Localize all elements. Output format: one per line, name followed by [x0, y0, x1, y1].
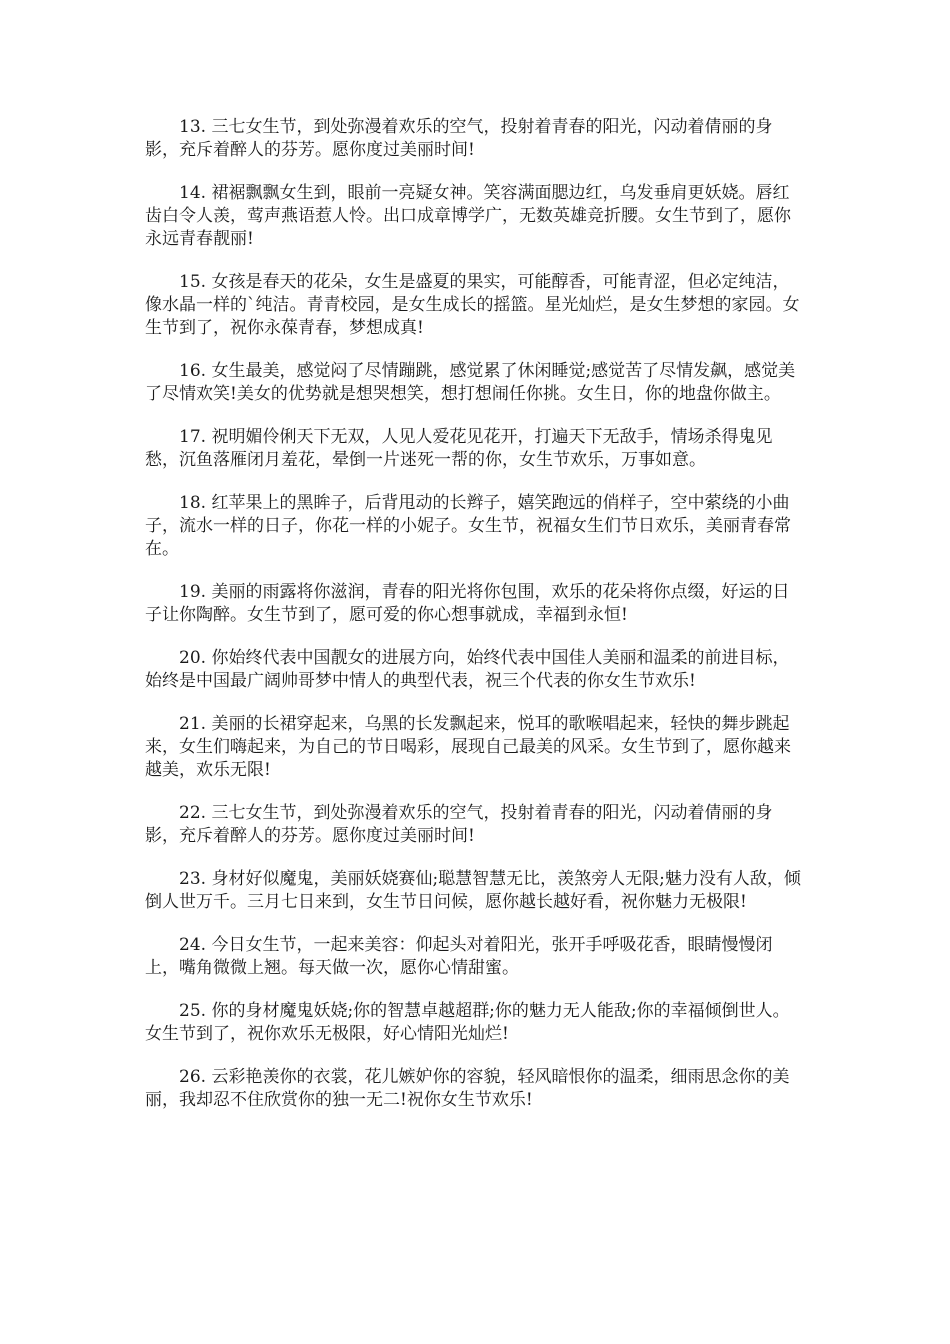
paragraph-22: 22. 三七女生节，到处弥漫着欢乐的空气，投射着青春的阳光，闪动着倩丽的身影，充斥着醉人的芬芳。愿你度过美丽时间! — [145, 803, 773, 846]
paragraph-19: 19. 美丽的雨露将你滋润，青春的阳光将你包围，欢乐的花朵将你点缀，好运的日子让你陶醉。女生节到了，愿可爱的你心想事就成，幸福到永恒! — [145, 582, 790, 625]
paragraph-15: 15. 女孩是春天的花朵，女生是盛夏的果实，可能醇香，可能青涩，但必定纯洁，像水晶一样的`纯洁。青青校园，是女生成长的摇篮。星光灿烂，是女生梦想的家园。女生节到了，祝你永葆青春，梦想成真! — [145, 272, 800, 338]
paragraph-26: 26. 云彩艳羡你的衣裳，花儿嫉妒你的容貌，轻风暗恨你的温柔，细雨思念你的美丽，我却忍不住欣赏你的独一无二!祝你女生节欢乐! — [145, 1067, 790, 1110]
paragraph-14: 14. 裙裾飘飘女生到，眼前一亮疑女神。笑容满面腮边红，乌发垂肩更妖娆。唇红齿白令人羡，莺声燕语惹人怜。出口成章博学广，无数英雄竞折腰。女生节到了，愿你永远青春靓丽! — [145, 183, 791, 249]
paragraph-18: 18. 红苹果上的黑眸子，后背甩动的长辫子，嬉笑跑远的俏样子，空中萦绕的小曲子，流水一样的日子，你花一样的小妮子。女生节，祝福女生们节日欢乐，美丽青春常在。 — [145, 493, 791, 559]
paragraph-24: 24. 今日女生节，一起来美容：仰起头对着阳光，张开手呼吸花香，眼睛慢慢闭上，嘴角微微上翘。每天做一次，愿你心情甜蜜。 — [145, 935, 773, 978]
paragraph-17: 17. 祝明媚伶俐天下无双，人见人爱花见花开，打遍天下无敌手，情场杀得鬼见愁，沉鱼落雁闭月羞花，晕倒一片迷死一帮的你，女生节欢乐，万事如意。 — [145, 427, 773, 470]
paragraph-21: 21. 美丽的长裙穿起来，乌黑的长发飘起来，悦耳的歌喉唱起来，轻快的舞步跳起来，女生们嗨起来，为自己的节日喝彩，展现自己最美的风采。女生节到了，愿你越来越美，欢乐无限! — [145, 714, 791, 780]
document-body — [145, 116, 805, 1132]
paragraph-16: 16. 女生最美，感觉闷了尽情蹦跳，感觉累了休闲睡觉;感觉苦了尽情发飙，感觉美了尽情欢笑!美女的优势就是想哭想笑，想打想闹任你挑。女生日，你的地盘你做主。 — [145, 361, 796, 404]
paragraph-25: 25. 你的身材魔鬼妖娆;你的智慧卓越超群;你的魅力无人能敌;你的幸福倾倒世人。女生节到了，祝你欢乐无极限，好心情阳光灿烂! — [145, 1001, 790, 1044]
paragraph-23: 23. 身材好似魔鬼，美丽妖娆赛仙;聪慧智慧无比，羡煞旁人无限;魅力没有人敌，倾倒人世万千。三月七日来到，女生节日问候，愿你越长越好看，祝你魅力无极限! — [145, 869, 801, 912]
paragraph-13: 13. 三七女生节，到处弥漫着欢乐的空气，投射着青春的阳光，闪动着倩丽的身影，充斥着醉人的芬芳。愿你度过美丽时间! — [145, 117, 773, 160]
paragraph-20: 20. 你始终代表中国靓女的进展方向，始终代表中国佳人美丽和温柔的前进目标，始终是中国最广阔帅哥梦中情人的典型代表，祝三个代表的你女生节欢乐! — [145, 648, 790, 691]
